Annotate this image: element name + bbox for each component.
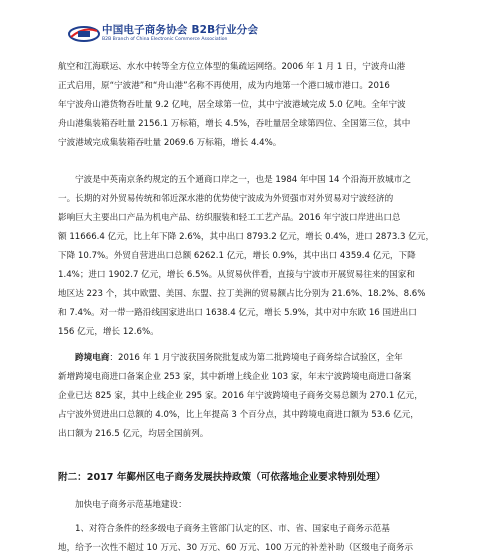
text-line: 和 7.4%。对一带一路沿线国家进出口 1638.4 亿元，增长 5.9%，其中对中东欧 16 国进出口 xyxy=(58,308,417,318)
text-line: 地，给予一次性不超过 10 万元、30 万元、60 万元、100 万元的补差补助（区级电子商务示 xyxy=(58,543,414,553)
text-line: 额 11666.4 亿元，比上年下降 2.6%，其中出口 8793.2 亿元，增长 0.4%，进口 2873.3 亿元， xyxy=(58,232,435,242)
text-line xyxy=(58,349,438,368)
association-logo-icon xyxy=(68,24,100,44)
text-line: 影响巨大主要出口产品为机电产品、纺织服装和轻工工艺产品。2016 年宁波口岸进出口总 xyxy=(58,213,401,223)
paragraph-port xyxy=(58,58,438,153)
paragraph-intro xyxy=(58,496,438,515)
text-line: 地区达 223 个，其中欧盟、美国、东盟、拉丁美洲的贸易额占比分别为 21.6%、18.2%、8.6% xyxy=(58,289,426,299)
text-line: 年宁波舟山港货物吞吐量 9.2 亿吨，居全球第一位，其中宁波港域完成 5.0 亿吨。全年宁波 xyxy=(58,100,406,110)
paragraph-cross-border xyxy=(58,349,438,444)
section-heading: 附二：2017 年鄞州区电子商务发展扶持政策（可依落地企业要求特别处理） xyxy=(58,472,386,483)
text-line: 下降 10.7%。外贸自营进出口总额 6262.1 亿元，增长 0.9%，其中出口 4359.4 亿元，下降 xyxy=(58,251,416,261)
page-header xyxy=(68,22,368,50)
text-line: 占宁波外贸进出口总额的 4.0%，比上年提高 3 个百分点，其中跨境电商进口额为 53.6 亿元， xyxy=(58,410,419,420)
text-line: 1、对符合条件的经多级电子商务主管部门认定的区、市、省、国家电子商务示范基 xyxy=(75,524,390,534)
text-line: 加快电子商务示范基地建设： xyxy=(75,500,187,510)
text-line: 企业已达 825 家，其中上线企业 295 家。2016 年宁波跨境电子商务交易总额为 270.1 亿元， xyxy=(58,391,423,401)
text-line: 航空和江海联运、水水中转等全方位立体型的集疏运网络。2006 年 1 月 1 日，宁波舟山港 xyxy=(58,62,406,72)
text-line: 156 亿元，增长 12.6%。 xyxy=(58,327,159,337)
text-line: 宁波是中英南京条约规定的五个通商口岸之一，也是 1984 年中国 14 个沿海开放城市之 xyxy=(75,175,411,185)
org-name-en: B2B Branch of China Electronic Commerce Association xyxy=(102,37,228,42)
text-line: 出口额为 216.5 亿元，均居全国前列。 xyxy=(58,429,209,439)
text-segment: ：2016 年 1 月宁波获国务院批复成为第二批跨境电子商务综合试验区，全年 xyxy=(109,353,403,363)
paragraph-policy xyxy=(58,520,438,558)
text-line: 宁波港域完成集装箱吞吐量 2069.6 万标箱，增长 4.4%。 xyxy=(58,138,282,148)
text-line: 1.4%；进口 1902.7 亿元，增长 6.5%。从贸易伙伴看，直接与宁波市开展贸易往来的国家和 xyxy=(58,270,415,280)
text-line: 舟山港集装箱吞吐量 2156.1 万标箱，增长 4.5%，吞吐量居全球第四位、全国第三位，其中 xyxy=(58,119,411,129)
cross-border-label: 跨境电商 xyxy=(75,353,110,363)
text-line: 新增跨境电商进口备案企业 253 家，其中新增上线企业 103 家，年末宁波跨境电商进口备案 xyxy=(58,372,412,382)
text-line: 正式启用，原“宁波港”和“舟山港”名称不再使用，成为内地第一个港口城市港口。2016 xyxy=(58,81,390,91)
org-name-cn: 中国电子商务协会 B2B行业分会 xyxy=(102,24,259,36)
text-line: 一。长期的对外贸易传统和邻近深水港的优势使宁波成为外贸强市对外贸易对宁波经济的 xyxy=(58,194,394,204)
paragraph-trade xyxy=(58,171,438,342)
